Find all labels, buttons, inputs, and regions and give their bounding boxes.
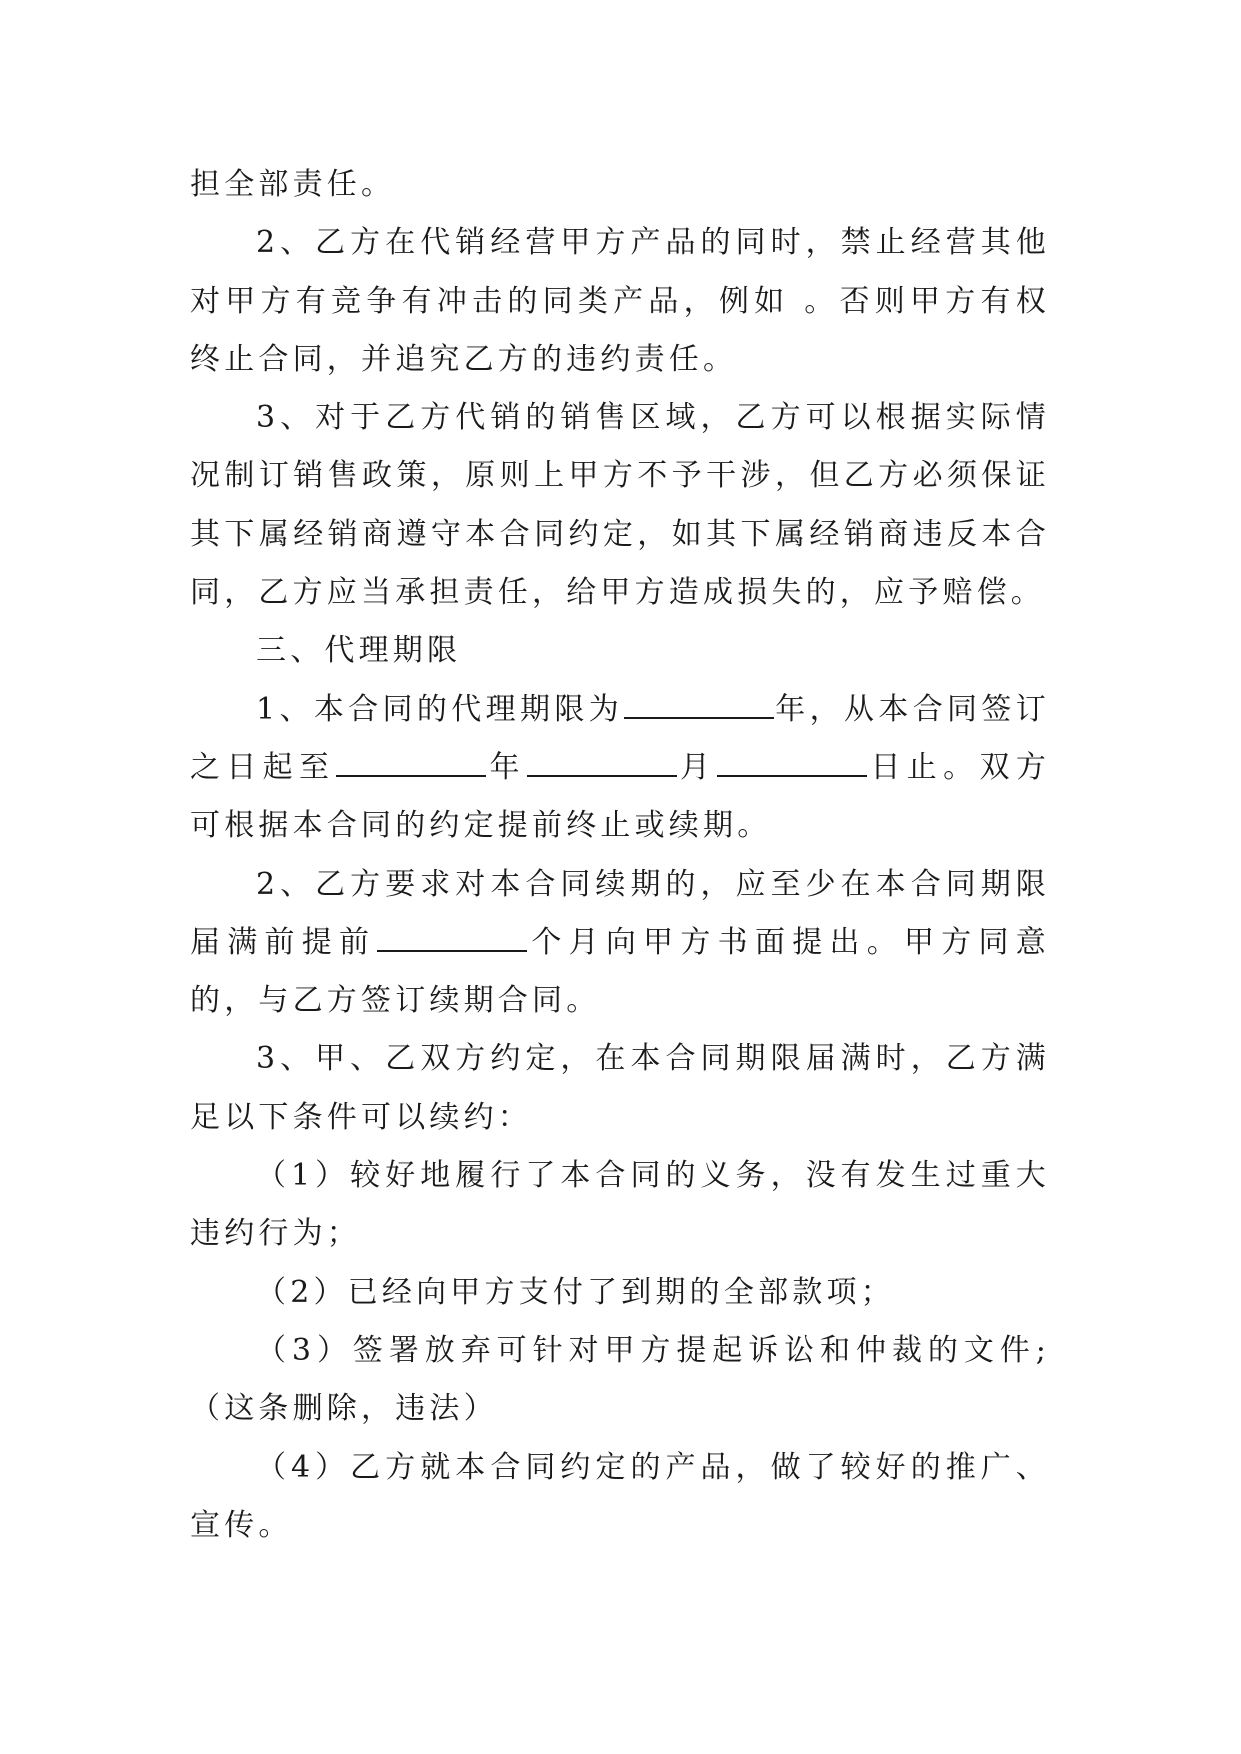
list-item-condition-4: （4）乙方就本合同约定的产品，做了较好的推广、宣传。 bbox=[190, 1449, 1050, 1543]
blank-end-day-field bbox=[717, 749, 867, 777]
blank-months-field bbox=[377, 924, 527, 952]
paragraph-liability-end: 担全部责任。 bbox=[190, 167, 396, 202]
paragraph-agency-term bbox=[190, 681, 1050, 856]
list-item-condition-2: （2）已经向甲方支付了到期的全部款项； bbox=[256, 1274, 895, 1310]
agency-term-text-5: 日止。双方可根据本合同的约定提前终止或续期。 bbox=[190, 749, 1051, 844]
agency-term-text-1: 1、本合同的代理期限为 bbox=[256, 691, 624, 727]
list-item-condition-3: （3）签署放弃可针对甲方提起诉讼和仲裁的文件;（这条删除，违法） bbox=[190, 1332, 1050, 1427]
blank-end-year-field bbox=[336, 749, 486, 777]
renewal-text-1: 2、乙方要求对本合同续期的，应至少在本合同期限届满前提前 bbox=[190, 866, 1050, 960]
blank-years-field bbox=[624, 691, 774, 719]
paragraph-renewal-conditions: 3、甲、乙双方约定，在本合同期限届满时，乙方满足以下条件可以续约： bbox=[190, 1041, 1050, 1135]
blank-end-month-field bbox=[527, 749, 677, 777]
agency-term-text-4: 月 bbox=[677, 749, 717, 785]
paragraph-non-compete: 2、乙方在代销经营甲方产品的同时，禁止经营其他对甲方有竞争有冲击的同类产品，例如 。否则甲方有权终止合同，并追究乙方的违约责任。 bbox=[190, 225, 1050, 377]
agency-term-text-2: 年，从本合同签订之日起至 bbox=[190, 691, 1050, 785]
paragraph-renewal-request bbox=[190, 856, 1050, 1031]
paragraph-sales-region: 3、对于乙方代销的销售区域，乙方可以根据实际情况制订销售政策，原则上甲方不予干涉，但乙方必须保证其下属经销商遵守本合同约定，如其下属经销商违反本合同，乙方应当承担责任，给甲方造成损失的，应予赔偿。 bbox=[190, 400, 1050, 611]
renewal-text-2: 个月向甲方书面提出。甲方同意的，与乙方签订续期合同。 bbox=[190, 924, 1050, 1019]
list-item-condition-1: （1）较好地履行了本合同的义务，没有发生过重大违约行为； bbox=[190, 1158, 1050, 1252]
document-body bbox=[190, 156, 1050, 1555]
section-heading-agency-term: 三、代理期限 bbox=[256, 633, 462, 669]
agency-term-text-3: 年 bbox=[487, 749, 526, 785]
